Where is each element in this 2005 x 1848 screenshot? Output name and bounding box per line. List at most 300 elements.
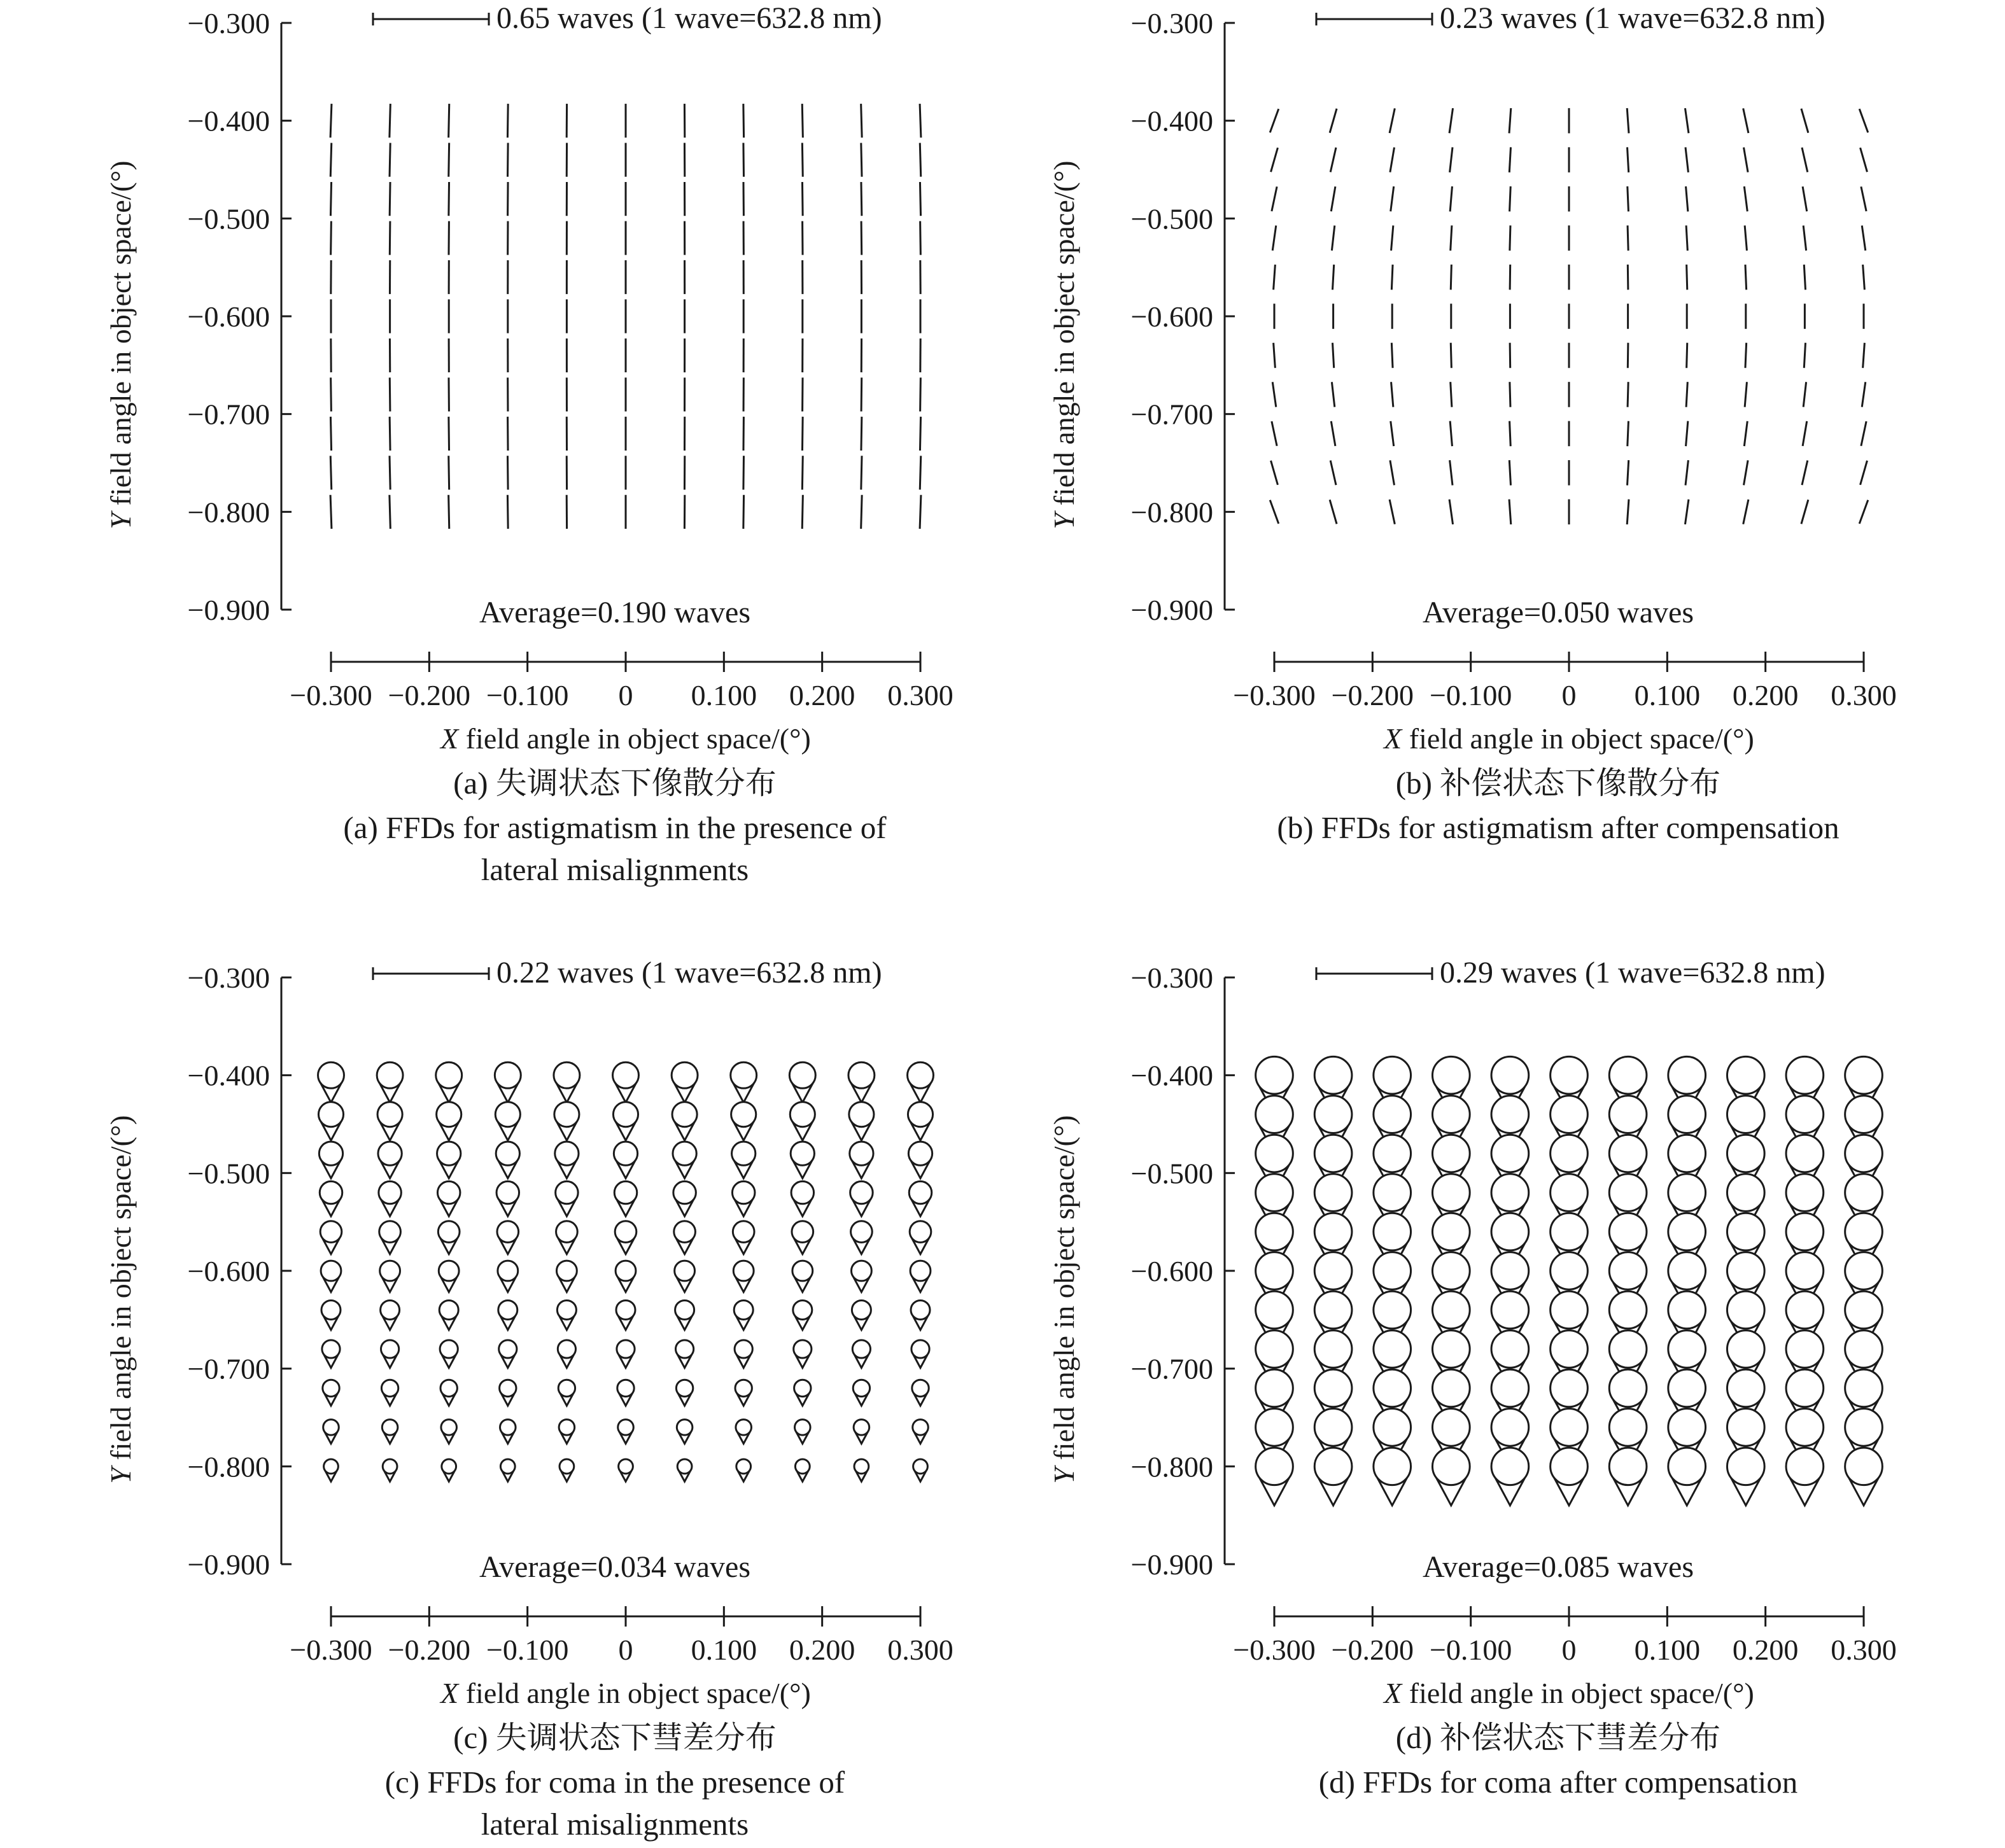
astigmatism-mark [1449,108,1453,133]
astigmatism-mark [861,495,862,529]
x-axis-title-text: field angle in object space/(°) [458,722,811,755]
y-tick-label: −0.400 [1130,1059,1213,1092]
y-tick-label: −0.800 [1130,496,1213,529]
astigmatism-mark [1803,186,1807,211]
astigmatism-mark [1330,461,1336,486]
astigmatism-mark [1271,461,1278,485]
astigmatism-mark [920,377,921,411]
astigmatism-mark [861,104,862,137]
astigmatism-mark [861,417,862,451]
coma-mark-circle [1374,1448,1411,1485]
coma-mark-circle [1374,1291,1411,1329]
astigmatism-mark [1859,500,1868,524]
astigmatism-mark [1863,343,1865,368]
coma-mark-circle [442,1459,456,1474]
caption-chinese: (c) 失调状态下彗差分布 [453,1720,777,1755]
coma-mark-circle [1256,1056,1293,1094]
coma-mark-circle [1609,1174,1647,1212]
coma-mark-circle [1432,1409,1470,1446]
coma-mark-circle [1668,1174,1706,1212]
coma-mark-circle [1491,1369,1529,1407]
astigmatism-mark [1450,421,1452,446]
coma-mark-circle [1609,1135,1647,1172]
y-tick-label: −0.400 [187,1059,270,1092]
coma-mark-circle [910,1221,931,1243]
coma-mark-circle [792,1261,813,1281]
coma-mark-circle [436,1062,462,1088]
coma-mark-circle [1845,1291,1883,1329]
coma-mark-circle [1845,1369,1883,1407]
y-axis-title-text: field angle in object space/(°) [1048,160,1080,513]
coma-mark-circle [321,1261,341,1281]
x-tick-label: 0.200 [789,679,855,711]
coma-mark-circle [1609,1096,1647,1133]
y-tick-label: −0.600 [1130,1255,1213,1287]
astigmatism-mark [802,143,803,177]
coma-mark-circle [1786,1331,1824,1368]
astigmatism-mark [920,221,921,255]
coma-mark-circle [1314,1369,1352,1407]
x-axis-title-italic: X [440,1677,459,1709]
y-tick-label: −0.900 [1130,1548,1213,1581]
astigmatism-mark [1330,500,1337,524]
coma-mark-circle [676,1380,693,1396]
astigmatism-mark [1332,265,1333,290]
astigmatism-mark [1744,460,1748,485]
coma-mark-circle [320,1181,342,1203]
y-tick-label: −0.300 [187,962,270,994]
astigmatism-mark [1509,108,1511,133]
coma-mark-circle [1432,1174,1470,1212]
coma-mark-circle [1256,1331,1293,1368]
coma-mark-circle [1374,1409,1411,1446]
coma-mark-circle [1256,1096,1293,1133]
caption-english: (c) FFDs for coma in the presence of [384,1765,845,1800]
x-axis-title [1382,722,1754,755]
y-tick-label: −0.300 [1130,7,1213,39]
coma-mark-circle [736,1459,751,1474]
chart-panel-b [1048,1,1897,845]
astigmatism-mark [1627,147,1628,172]
coma-mark-circle [791,1181,813,1203]
coma-mark-circle [378,1142,402,1165]
x-tick-label: −0.300 [290,1634,372,1666]
astigmatism-mark [861,221,862,255]
astigmatism-mark [1804,343,1805,368]
coma-mark-circle [1432,1213,1470,1250]
coma-mark-circle [677,1420,693,1436]
coma-mark-circle [911,1300,930,1319]
coma-mark-circle [1432,1056,1470,1094]
legend-label: 0.23 waves (1 wave=632.8 nm) [1440,1,1826,35]
coma-mark-circle [674,1221,696,1243]
coma-mark-circle [437,1142,461,1165]
coma-mark-circle [1668,1291,1706,1329]
coma-mark-circle [1727,1174,1764,1212]
astigmatism-mark [330,456,331,489]
y-axis-title [104,160,137,529]
coma-mark-circle [556,1181,578,1203]
astigmatism-mark [330,143,331,177]
x-tick-label: 0.100 [691,679,757,711]
coma-mark-circle [1786,1135,1824,1172]
coma-mark-circle [1491,1331,1529,1368]
x-axis-title [439,722,811,755]
coma-mark-circle [850,1142,873,1165]
coma-mark-circle [616,1300,635,1319]
coma-mark-circle [500,1420,516,1436]
coma-mark-circle [559,1459,574,1474]
astigmatism-mark [1391,186,1394,211]
coma-mark-circle [556,1221,578,1243]
coma-mark-circle [495,1102,520,1127]
coma-mark-circle [1432,1291,1470,1329]
astigmatism-mark [1627,108,1629,133]
x-tick-label: 0 [618,679,633,711]
y-axis-title [1048,160,1080,529]
astigmatism-mark [1509,500,1511,524]
astigmatism-mark [1332,225,1334,250]
average-label: Average=0.050 waves [1422,596,1694,629]
coma-mark-circle [1727,1096,1764,1133]
y-tick-label: −0.700 [187,1352,270,1385]
coma-mark-circle [793,1300,812,1319]
coma-mark-circle [1609,1369,1647,1407]
y-axis-title-text: field angle in object space/(°) [104,160,137,513]
coma-mark-circle [613,1062,639,1088]
caption-english: (b) FFDs for astigmatism after compensation [1277,810,1840,845]
coma-mark-circle [675,1300,694,1319]
coma-mark-circle [1374,1369,1411,1407]
coma-mark-circle [1491,1252,1529,1290]
coma-mark-circle [1491,1291,1529,1329]
astigmatism-mark [1272,225,1276,250]
coma-mark-circle [851,1261,871,1281]
coma-mark-circle [1314,1448,1352,1485]
astigmatism-mark [330,417,331,451]
x-tick-label: 0.100 [1634,1634,1701,1666]
coma-mark-circle [1668,1369,1706,1407]
x-tick-label: 0.200 [1732,679,1799,711]
astigmatism-mark [1861,148,1868,172]
x-tick-label: −0.100 [486,679,569,711]
y-tick-label: −0.600 [1130,300,1213,333]
coma-mark-circle [500,1380,516,1396]
coma-mark-circle [1491,1056,1529,1094]
astigmatism-mark [508,143,509,177]
coma-mark-circle [1786,1174,1824,1212]
astigmatism-mark [1391,421,1394,446]
coma-mark-circle [1374,1213,1411,1250]
x-tick-label: 0 [618,1634,633,1666]
astigmatism-mark [920,495,921,529]
coma-mark-circle [1491,1174,1529,1212]
caption-english: (a) FFDs for astigmatism in the presence of [343,810,887,845]
caption-chinese: (d) 补偿状态下彗差分布 [1395,1720,1721,1755]
coma-mark-circle [848,1062,875,1088]
coma-mark-circle [1551,1331,1588,1368]
coma-mark-circle [1727,1252,1764,1290]
x-tick-label: −0.100 [1429,679,1512,711]
coma-mark-circle [320,1221,342,1243]
coma-mark-circle [673,1181,696,1203]
astigmatism-mark [1450,147,1453,172]
astigmatism-mark [1509,460,1510,486]
astigmatism-mark [1451,382,1452,407]
coma-mark-circle [1845,1252,1883,1290]
coma-mark-circle [1668,1056,1706,1094]
coma-mark-circle [614,1142,637,1165]
astigmatism-mark [1389,500,1395,524]
coma-mark-circle [321,1300,341,1319]
coma-mark-circle [908,1142,932,1165]
x-axis-title-italic: X [1384,722,1402,755]
legend-label: 0.22 waves (1 wave=632.8 nm) [496,956,882,990]
astigmatism-mark [743,456,744,489]
astigmatism-mark [507,104,508,137]
astigmatism-mark [1332,343,1333,368]
coma-mark-circle [1314,1331,1352,1368]
y-tick-label: −0.600 [187,300,270,333]
astigmatism-mark [1271,148,1278,172]
astigmatism-mark [1449,500,1453,524]
astigmatism-mark [1803,382,1806,407]
coma-mark-circle [911,1340,929,1358]
x-tick-label: −0.200 [388,1634,471,1666]
coma-mark-circle [913,1420,929,1436]
astigmatism-mark [1510,421,1511,447]
x-tick-label: −0.200 [1331,679,1414,711]
coma-mark-circle [849,1102,874,1127]
astigmatism-mark [331,221,332,255]
x-tick-label: −0.100 [486,1634,569,1666]
coma-mark-circle [383,1459,397,1474]
x-axis-title [1382,1677,1754,1709]
coma-mark-circle [381,1340,398,1358]
coma-mark-circle [1609,1252,1647,1290]
coma-mark-circle [908,1102,932,1127]
coma-mark-circle [1727,1135,1764,1172]
coma-mark-circle [495,1062,521,1088]
x-tick-label: 0.100 [691,1634,757,1666]
astigmatism-mark [1627,460,1628,486]
coma-mark-circle [437,1181,460,1203]
astigmatism-mark [1685,500,1689,524]
coma-mark-circle [913,1459,928,1474]
coma-mark-circle [1432,1369,1470,1407]
coma-mark-circle [1609,1213,1647,1250]
astigmatism-mark [1272,382,1276,407]
coma-mark-circle [1609,1331,1647,1368]
coma-mark-circle [733,1261,754,1281]
coma-mark-circle [910,1261,931,1281]
coma-mark-circle [1256,1448,1293,1485]
coma-mark-circle [1374,1174,1411,1212]
legend-label: 0.29 waves (1 wave=632.8 nm) [1440,956,1826,990]
coma-mark-circle [1551,1409,1588,1446]
x-tick-label: −0.300 [1233,679,1316,711]
coma-mark-circle [1314,1291,1352,1329]
coma-mark-circle [736,1420,752,1436]
coma-mark-circle [558,1340,575,1358]
coma-mark-circle [1551,1135,1588,1172]
y-tick-label: −0.800 [187,496,270,529]
astigmatism-mark [330,104,332,137]
coma-mark-circle [789,1062,815,1088]
x-tick-label: 0 [1561,679,1577,711]
coma-mark-circle [499,1340,517,1358]
astigmatism-mark [1861,421,1866,446]
coma-mark-circle [1314,1252,1352,1290]
coma-mark-circle [1314,1174,1352,1212]
average-label: Average=0.190 waves [479,596,751,629]
y-tick-label: −0.400 [1130,104,1213,137]
y-tick-label: −0.500 [1130,202,1213,235]
coma-mark-circle [1609,1409,1647,1446]
coma-mark-circle [498,1261,518,1281]
coma-mark-circle [672,1062,698,1088]
astigmatism-mark [330,182,331,216]
coma-mark-circle [1727,1291,1764,1329]
x-tick-label: 0.100 [1634,679,1701,711]
coma-mark-circle [908,1062,934,1088]
coma-mark-circle [1551,1174,1588,1212]
average-label: Average=0.085 waves [1422,1550,1694,1584]
astigmatism-mark [861,456,862,489]
coma-mark-circle [795,1459,810,1474]
astigmatism-mark [1272,186,1277,211]
coma-mark-circle [1551,1291,1588,1329]
astigmatism-mark [1861,461,1868,485]
x-tick-label: 0.300 [1831,1634,1897,1666]
chart-panel-d [1048,956,1897,1800]
coma-mark-circle [1432,1448,1470,1485]
coma-mark-circle [439,1261,459,1281]
astigmatism-mark [1391,225,1393,250]
y-tick-label: −0.300 [187,7,270,39]
coma-mark-circle [1845,1448,1883,1485]
coma-mark-circle [440,1380,457,1396]
coma-mark-circle [613,1102,638,1127]
x-tick-label: 0 [1561,1634,1577,1666]
y-tick-label: −0.800 [1130,1450,1213,1483]
average-label: Average=0.034 waves [479,1550,751,1584]
coma-mark-circle [323,1420,339,1436]
x-tick-label: −0.200 [388,679,471,711]
coma-mark-circle [1786,1291,1824,1329]
coma-mark-circle [1314,1096,1352,1133]
x-tick-label: −0.100 [1429,1634,1512,1666]
coma-mark-circle [619,1459,633,1474]
astigmatism-mark [1686,186,1688,211]
coma-mark-circle [1491,1213,1529,1250]
astigmatism-mark [1450,460,1453,485]
coma-mark-circle [554,1102,579,1127]
coma-mark-circle [1668,1448,1706,1485]
coma-mark-circle [324,1459,339,1474]
y-tick-label: −0.400 [187,104,270,137]
coma-mark-circle [732,1142,756,1165]
x-axis-title-italic: X [440,722,459,755]
x-tick-label: 0.300 [887,1634,953,1666]
astigmatism-mark [1270,109,1279,132]
coma-mark-circle [1432,1135,1470,1172]
astigmatism-mark [1390,148,1395,172]
coma-mark-circle [1727,1331,1764,1368]
astigmatism-mark [1274,343,1276,368]
coma-mark-circle [1551,1213,1588,1250]
coma-mark-circle [381,1380,398,1396]
caption-chinese: (b) 补偿状态下像散分布 [1395,766,1721,801]
coma-mark-circle [1432,1252,1470,1290]
astigmatism-mark [1274,265,1276,290]
coma-mark-circle [1668,1213,1706,1250]
coma-mark-circle [616,1261,636,1281]
coma-mark-circle [1845,1409,1883,1446]
x-axis-title-text: field angle in object space/(°) [1402,722,1754,755]
astigmatism-mark [1859,109,1868,132]
astigmatism-mark [1743,500,1748,524]
coma-mark-circle [735,1340,752,1358]
coma-mark-circle [1609,1291,1647,1329]
y-tick-label: −0.900 [187,1548,270,1581]
coma-mark-circle [850,1181,873,1203]
astigmatism-mark [1686,382,1687,407]
astigmatism-mark [802,495,803,529]
coma-mark-circle [733,1221,754,1243]
coma-mark-circle [1256,1213,1293,1250]
coma-mark-circle [1845,1331,1883,1368]
astigmatism-mark [743,143,744,177]
astigmatism-mark [1803,225,1806,250]
coma-mark-circle [1314,1135,1352,1172]
astigmatism-mark [1628,421,1629,447]
y-tick-label: −0.800 [187,1450,270,1483]
coma-mark-circle [555,1142,579,1165]
coma-mark-circle [1727,1409,1764,1446]
astigmatism-mark [331,377,332,411]
coma-mark-circle [1551,1448,1588,1485]
coma-mark-circle [1845,1056,1883,1094]
astigmatism-mark [1389,108,1395,133]
x-axis-title [439,1677,811,1709]
astigmatism-mark [1686,225,1687,251]
coma-mark-circle [1786,1448,1824,1485]
coma-mark-circle [554,1062,580,1088]
coma-mark-circle [1786,1369,1824,1407]
coma-mark-circle [731,1062,757,1088]
coma-mark-circle [617,1380,634,1396]
astigmatism-mark [1391,343,1393,368]
coma-mark-circle [1491,1409,1529,1446]
astigmatism-mark [802,456,803,489]
coma-mark-circle [379,1181,401,1203]
coma-mark-circle [791,1142,814,1165]
coma-mark-circle [379,1221,401,1243]
astigmatism-mark [1745,343,1747,368]
astigmatism-mark [507,495,508,529]
caption-english: lateral misalignments [481,852,749,887]
coma-mark-circle [1845,1135,1883,1172]
astigmatism-mark [1685,147,1688,172]
astigmatism-mark [1330,148,1336,172]
coma-mark-circle [795,1420,811,1436]
coma-mark-circle [1256,1369,1293,1407]
y-tick-label: −0.500 [187,1157,270,1190]
coma-mark-circle [1727,1369,1764,1407]
coma-mark-circle [1786,1056,1824,1094]
coma-mark-circle [909,1181,931,1203]
